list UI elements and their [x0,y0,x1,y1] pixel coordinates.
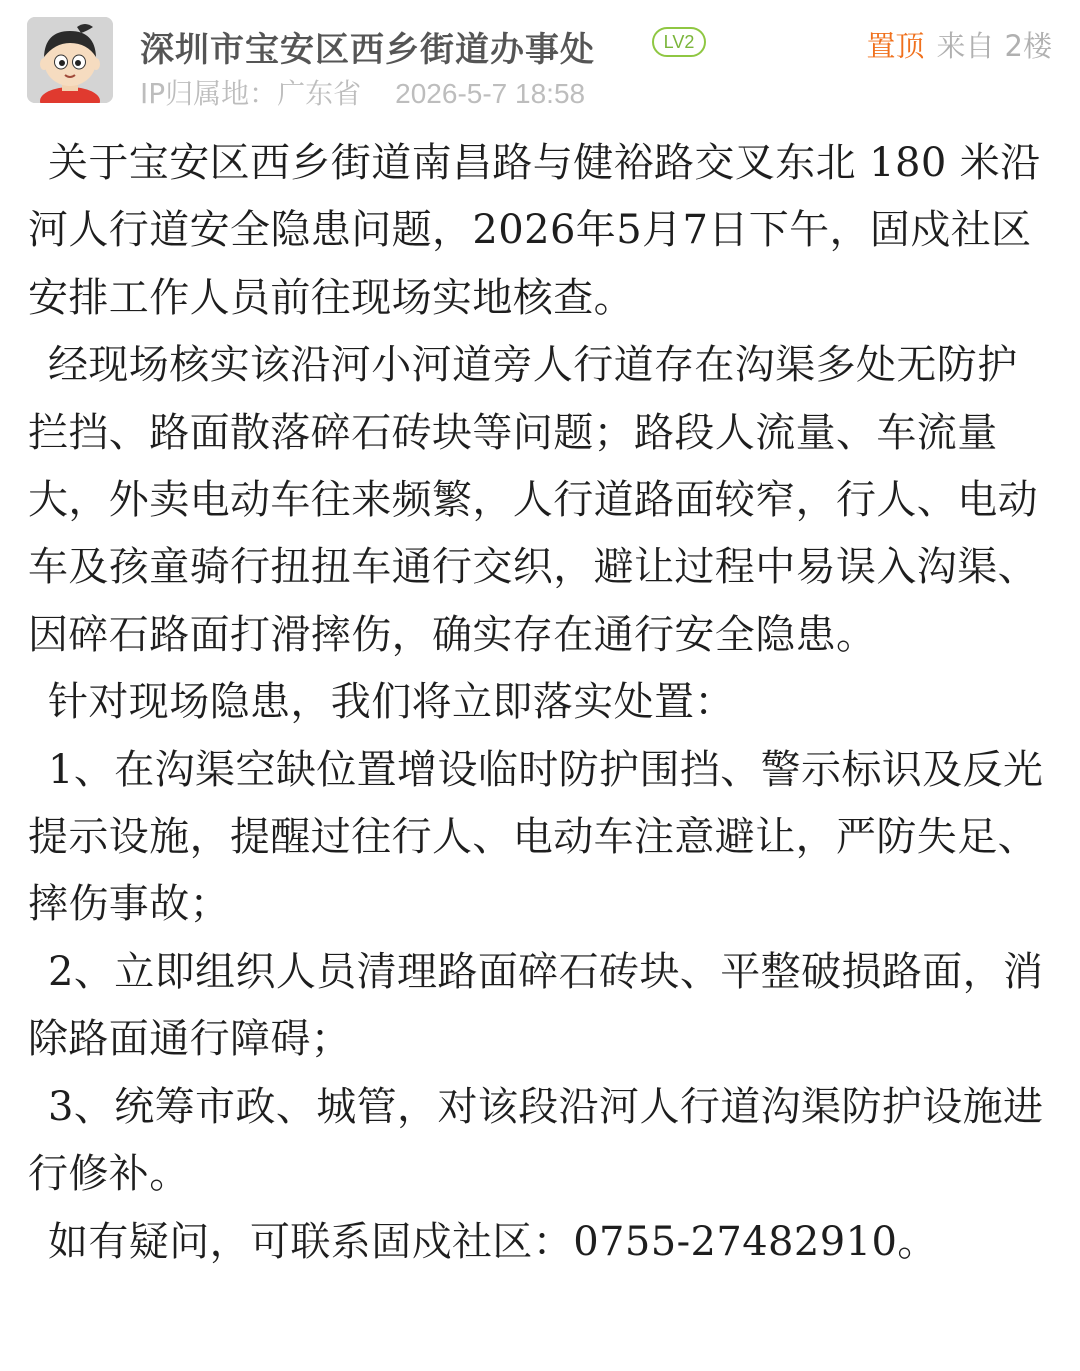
post-body [28,130,1052,1276]
pinned-label: 置顶 [866,29,925,63]
cartoon-avatar-icon [27,17,113,103]
post-paragraph: 针对现场隐患，我们将立即落实处置： [48,679,735,726]
post-paragraph: 关于宝安区西乡街道南昌路与健裕路交叉东北 180 米沿河人行道安全隐患问题，2026年5月7日下午，固戍社区安排工作人员前往现场实地核查。 [28,140,1041,321]
post-meta-right [867,24,1052,65]
level-badge: LV2 [652,27,706,57]
source-label: 来自 [936,29,995,63]
author-name[interactable]: 深圳市宝安区西乡街道办事处 [140,30,595,70]
avatar[interactable] [27,17,113,103]
ip-location: IP归属地：广东省 [140,77,362,110]
post-paragraph: 1、在沟渠空缺位置增设临时防护围挡、警示标识及反光提示设施，提醒过往行人、电动车注意避让，严防失足、摔伤事故； [28,746,1044,928]
floor-number: 2楼 [1004,29,1052,63]
post-paragraph: 3、统筹市政、城管，对该段沿河人行道沟渠防护设施进行修补。 [28,1083,1044,1198]
post-paragraph: 经现场核实该沿河小河道旁人行道存在沟渠多处无防护拦挡、路面散落碎石砖块等问题；路段人流量、车流量大，外卖电动车往来频繁，人行道路面较窄，行人、电动车及孩童骑行扭扭车通行交织，避让过程中易误入沟渠、因碎石路面打滑摔伤，确实存在通行安全隐患。 [28,342,1038,658]
post-paragraph: 如有疑问，可联系固戍社区：0755-27482910。 [48,1218,938,1265]
post-paragraph: 2、立即组织人员清理路面碎石砖块、平整破损路面，消除路面通行障碍； [28,948,1044,1063]
post-header [0,0,1080,118]
post-timestamp: 2026-5-7 18:58 [395,78,586,109]
post-info-line [140,72,585,112]
